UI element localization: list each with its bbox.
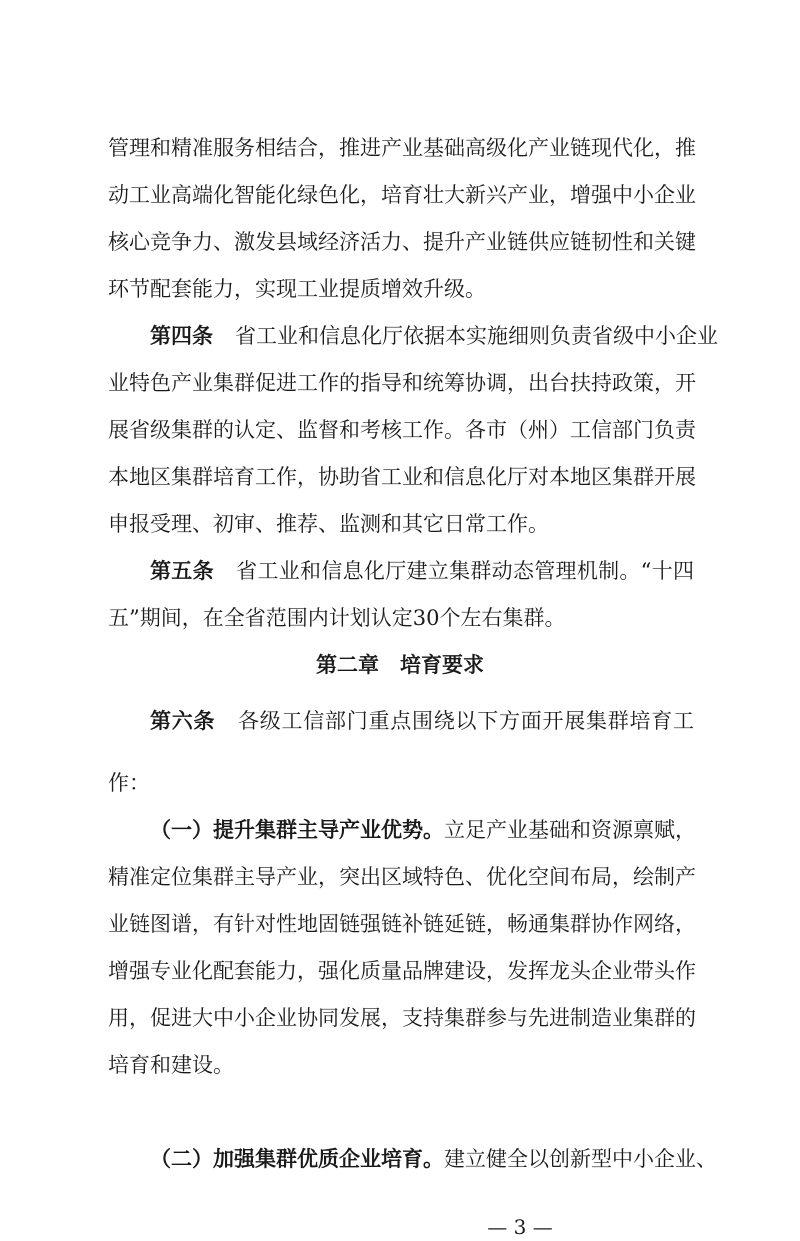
article-4-lead: 第四条 <box>150 324 213 348</box>
paragraph-line: 省工业和信息化厅建立集群动态管理机制。“十四 <box>235 559 695 583</box>
article-5-lead: 第五条 <box>150 559 214 583</box>
paragraph-line: 业链图谱，有针对性地固链强链补链延链，畅通集群协作网络， <box>108 912 696 936</box>
paragraph-line: 立足产业基础和资源禀赋， <box>444 818 696 842</box>
paragraph-line: 管理和精准服务相结合，推进产业基础高级化产业链现代化，推 <box>108 136 696 160</box>
paragraph-line: 培育和建设。 <box>108 1053 234 1077</box>
paragraph-line: 各级工信部门重点围绕以下方面开展集群培育工 <box>237 709 694 733</box>
paragraph-line: 用，促进大中小企业协同发展，支持集群参与先进制造业集群的 <box>108 1006 696 1030</box>
item-1-lead: （一）提升集群主导产业优势。 <box>150 818 444 842</box>
paragraph-line: 本地区集群培育工作，协助省工业和信息化厅对本地区集群开展 <box>108 465 696 489</box>
item-2-lead: （二）加强集群优质企业培育。 <box>150 1147 444 1171</box>
paragraph-line: 增强专业化配套能力，强化质量品牌建设，发挥龙头企业带头作 <box>108 959 696 983</box>
paragraph-line: 环节配套能力，实现工业提质增效升级。 <box>108 277 486 301</box>
paragraph-line: 省工业和信息化厅依据本实施细则负责省级中小企业 <box>235 324 718 348</box>
paragraph-line: 展省级集群的认定、监督和考核工作。各市（州）工信部门负责 <box>108 418 696 442</box>
paragraph-line: 五”期间，在全省范围内计划认定30个左右集群。 <box>108 606 566 630</box>
page-number: — 3 — <box>487 1215 553 1239</box>
chapter-heading: 第二章 培育要求 <box>316 653 484 677</box>
paragraph-line: 业特色产业集群促进工作的指导和统筹协调，出台扶持政策，开 <box>108 371 696 395</box>
article-5-first-line <box>150 556 694 586</box>
item-1-first-line <box>150 815 694 845</box>
paragraph-line: 作： <box>108 771 150 795</box>
item-2-first-line <box>150 1144 717 1174</box>
article-4-first-line <box>150 321 718 351</box>
article-6-lead: 第六条 <box>150 709 216 733</box>
paragraph-line: 动工业高端化智能化绿色化，培育壮大新兴产业，增强中小企业 <box>108 183 696 207</box>
paragraph-line: 建立健全以创新型中小企业、 <box>444 1147 717 1171</box>
paragraph-line: 核心竞争力、激发县域经济活力、提升产业链供应链韧性和关键 <box>108 230 696 254</box>
paragraph-line: 精准定位集群主导产业，突出区域特色、优化空间布局，绘制产 <box>108 865 696 889</box>
paragraph-line: 申报受理、初审、推荐、监测和其它日常工作。 <box>108 512 549 536</box>
article-6-first-line <box>150 706 694 736</box>
